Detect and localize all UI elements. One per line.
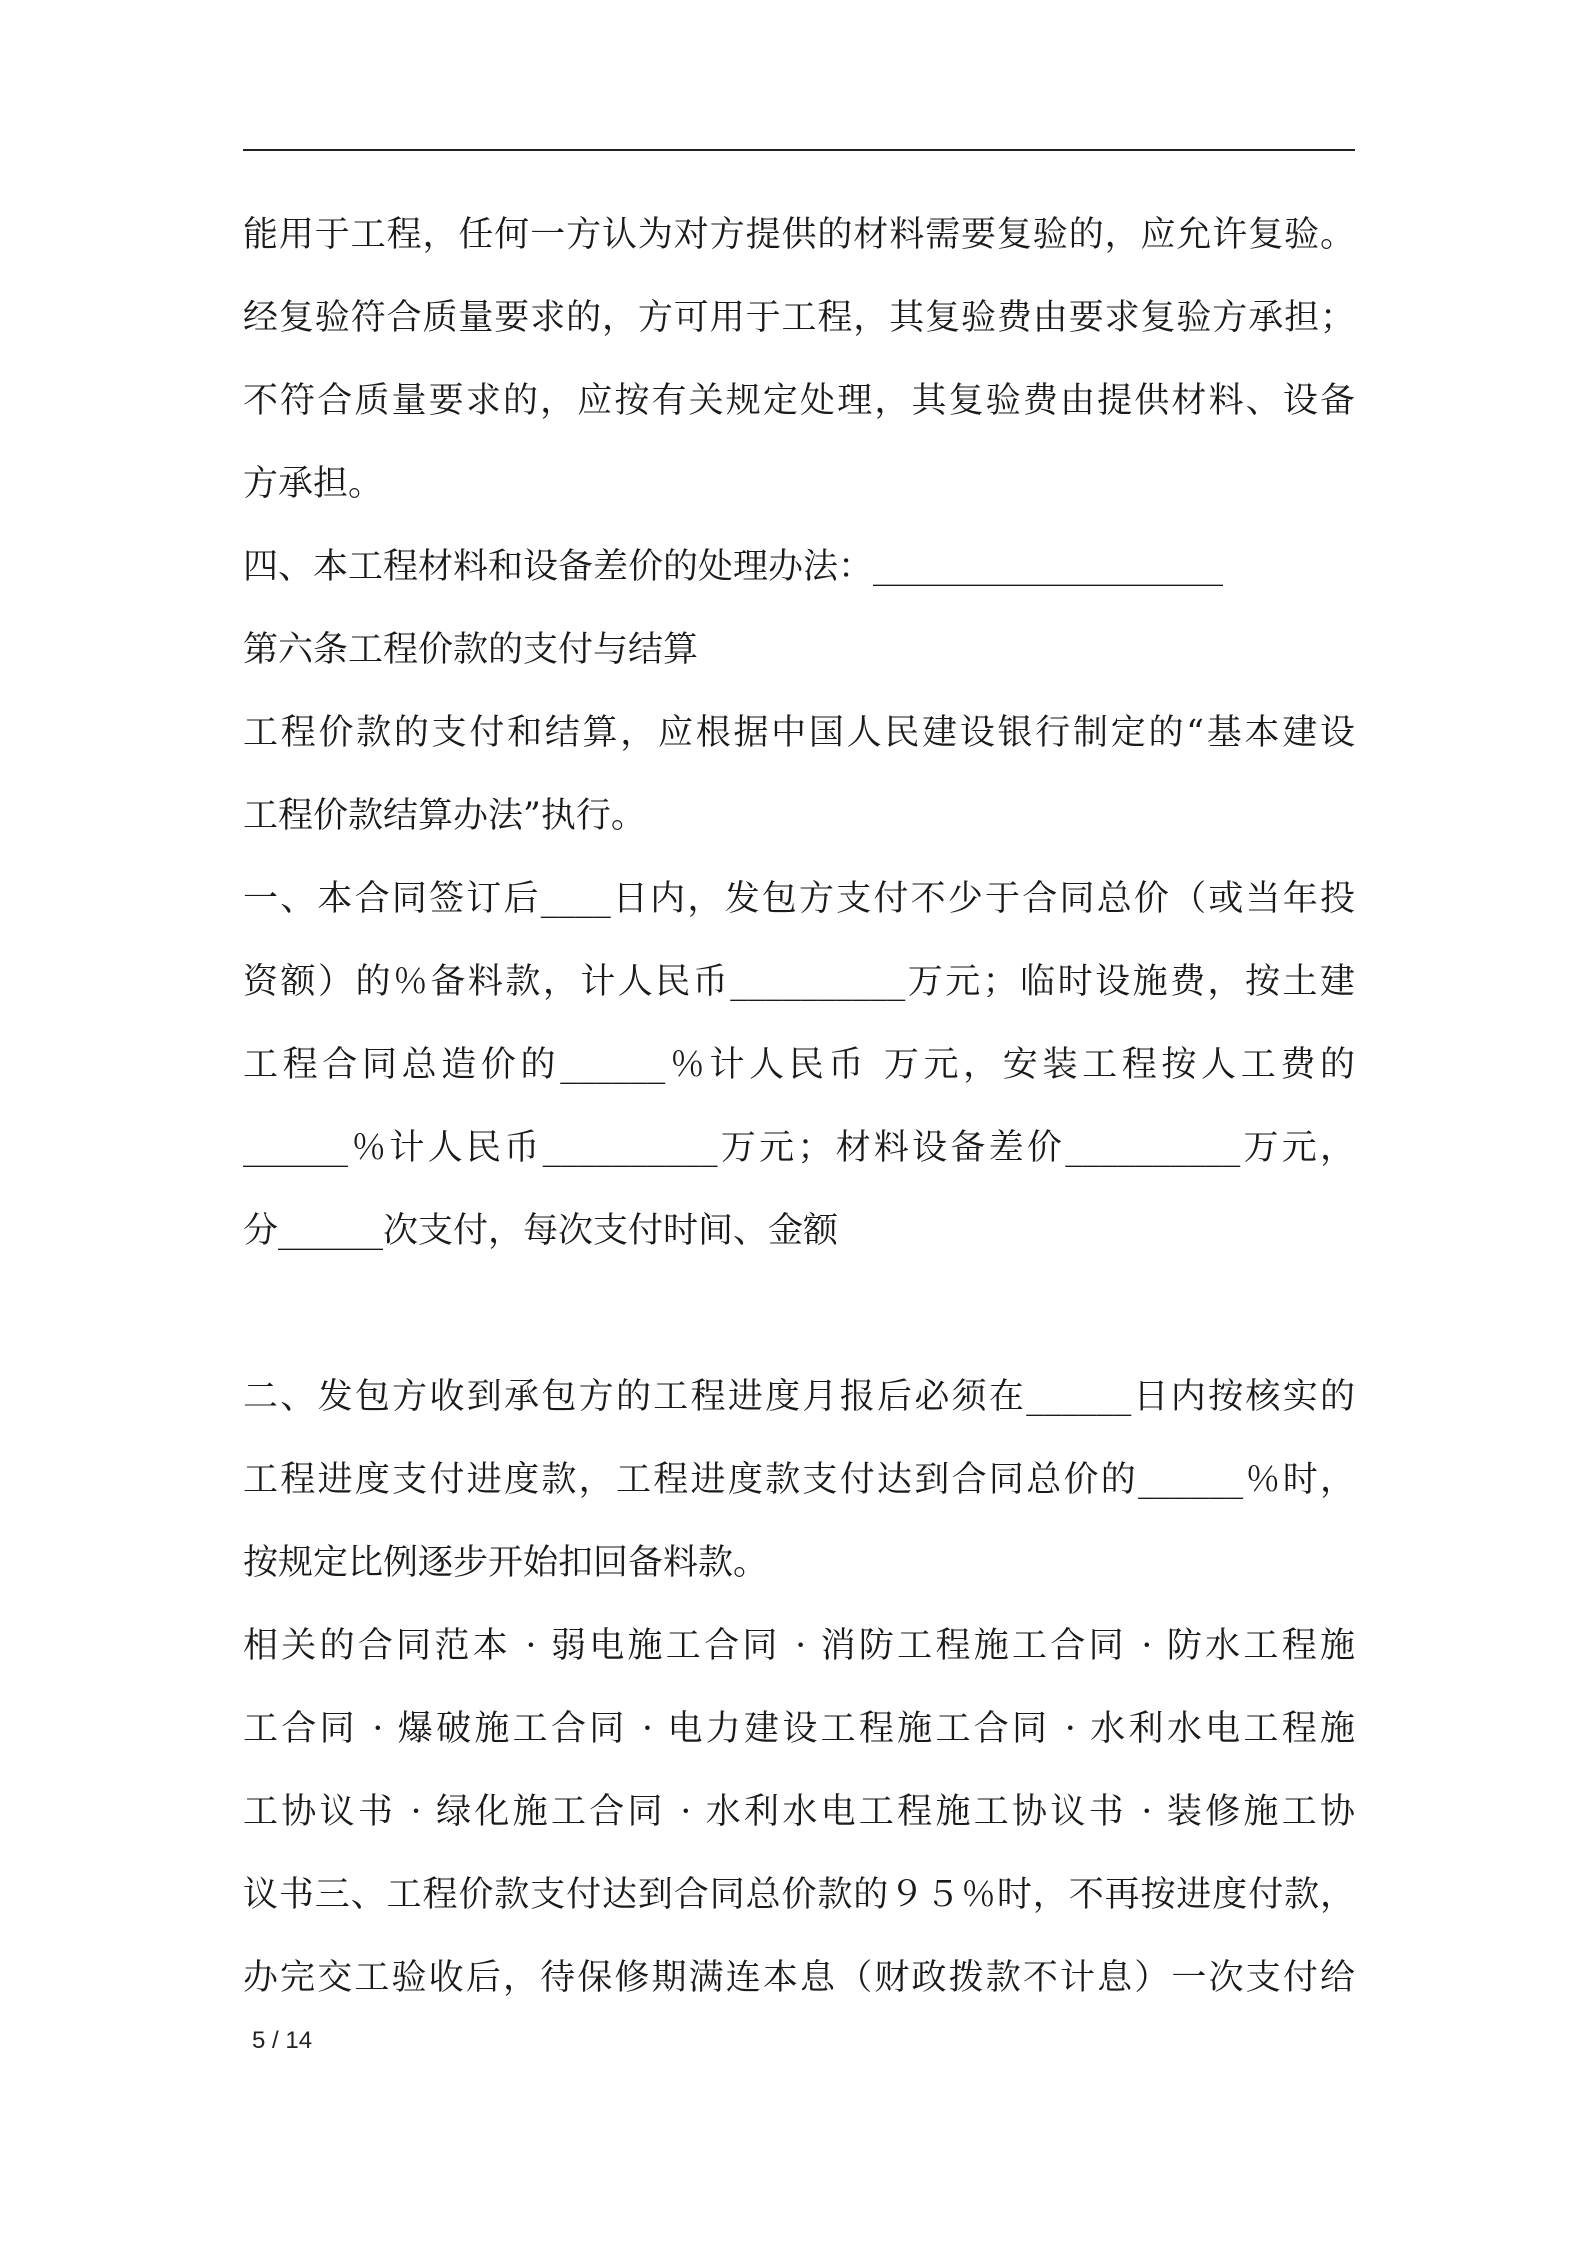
text-line: ______％计人民币__________万元；材料设备差价__________万元， [243,1128,1355,1168]
related-templates-line: 工合同 · 爆破施工合同 · 电力建设工程施工合同 · 水利水电工程施 [243,1709,1355,1749]
text-line: 方承担。 [243,464,384,504]
text-line: 分______次支付，每次支付时间、金额 [243,1211,839,1251]
text-line: 能用于工程，任何一方认为对方提供的材料需要复验的，应允许复验。 [243,215,1355,255]
text-line: 资额）的％备料款，计人民币__________万元；临时设施费，按土建 [243,962,1355,1002]
text-line: 工程价款结算办法”执行。 [243,796,646,836]
header-rule [243,149,1355,151]
text-line: 经复验符合质量要求的，方可用于工程，其复验费由要求复验方承担； [243,298,1355,338]
text-line: 不符合质量要求的，应按有关规定处理，其复验费由提供材料、设备 [243,381,1355,421]
text-line: 办完交工验收后，待保修期满连本息（财政拨款不计息）一次支付给 [243,1958,1355,1998]
related-templates-line: 相关的合同范本 · 弱电施工合同 · 消防工程施工合同 · 防水工程施 [243,1626,1355,1666]
text-line: 二、发包方收到承包方的工程进度月报后必须在______日内按核实的 [243,1377,1355,1417]
text-line: 工程合同总造价的______％计人民币 万元，安装工程按人工费的 [243,1045,1355,1085]
article-title: 第六条工程价款的支付与结算 [243,630,699,670]
text-line: 议书三、工程价款支付达到合同总价款的９５％时，不再按进度付款， [243,1875,1355,1915]
related-templates-line: 工协议书 · 绿化施工合同 · 水利水电工程施工协议书 · 装修施工协 [243,1792,1355,1832]
text-line: 按规定比例逐步开始扣回备料款。 [243,1543,769,1583]
text-line: 工程价款的支付和结算，应根据中国人民建设银行制定的“基本建设 [243,713,1355,753]
text-line: 工程进度支付进度款，工程进度款支付达到合同总价的______％时， [243,1460,1355,1500]
section-heading: 四、本工程材料和设备差价的处理办法：____________________ [243,547,1224,587]
page-number: 5 / 14 [252,2027,313,2054]
text-line: 一、本合同签订后____日内，发包方支付不少于合同总价（或当年投 [243,879,1355,919]
